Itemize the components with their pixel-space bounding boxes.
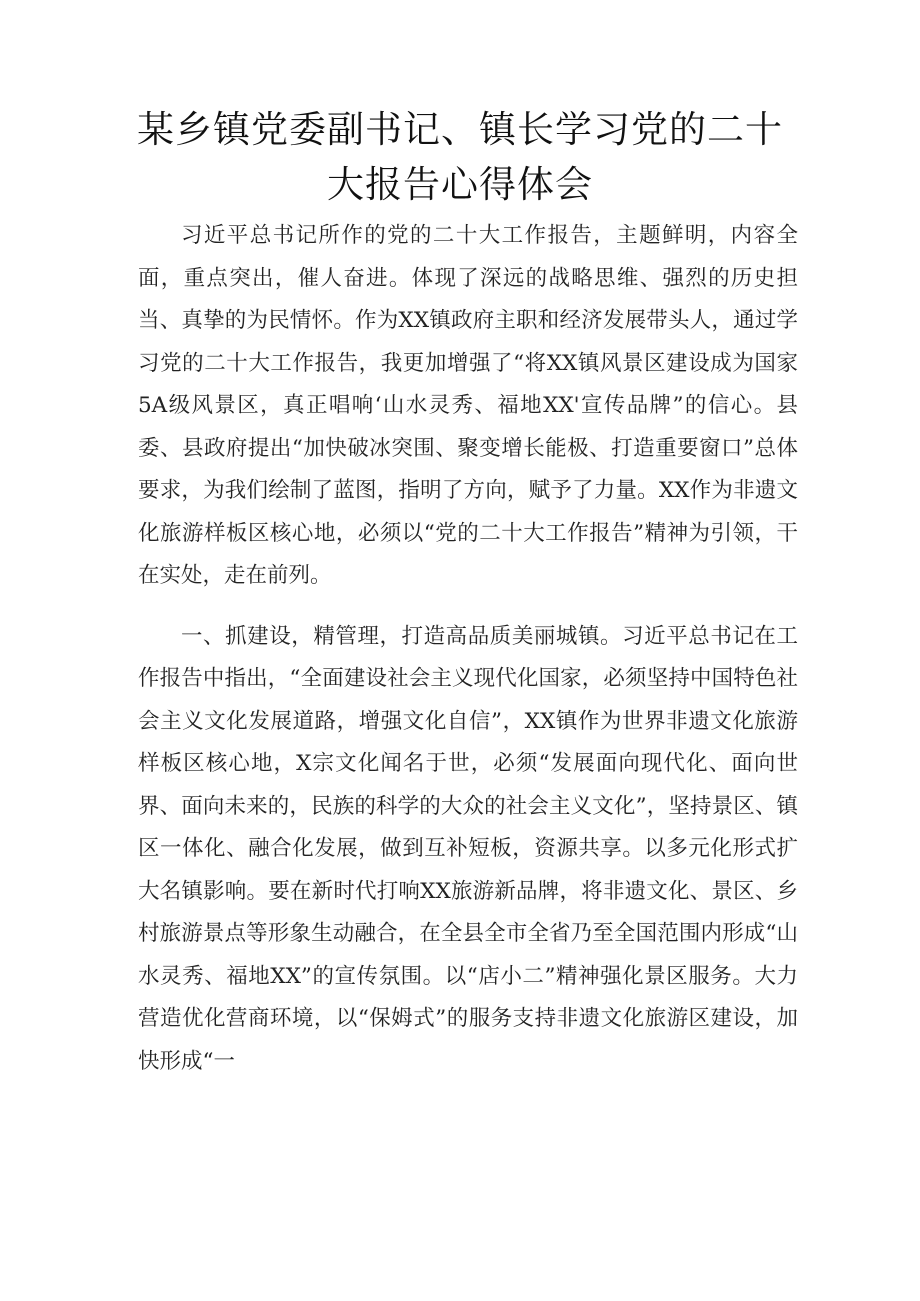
title-line-2: 大报告心得体会 [327,163,593,206]
title-line-1: 某乡镇党委副书记、镇长学习党的二十 [137,108,783,151]
document-body [138,215,798,1083]
document-title [100,102,820,212]
paragraph-intro: 习近平总书记所作的党的二十大工作报告，主题鲜明，内容全面，重点突出，催人奋进。体现了深远的战略思维、强烈的历史担当、真挚的为民情怀。作为XX镇政府主职和经济发展带头人，通过学习党的二十大工作报告，我更加增强了“将XX镇风景区建设成为国家5A级风景区，真正唱响‘山水灵秀、福地XX'宣传品牌”的信心。县委、县政府提出“加快破冰突围、聚变增长能极、打造重要窗口”总体要求，为我们绘制了蓝图，指明了方向，赋予了力量。XX作为非遗文化旅游样板区核心地，必须以“党的二十大工作报告”精神为引领，干在实处，走在前列。 [138,223,798,588]
paragraph-section-1: 一、抓建设，精管理，打造高品质美丽城镇。习近平总书记在工作报告中指出，“全面建设社会主义现代化国家，必须坚持中国特色社会主义文化发展道路，增强文化自信”，XX镇作为世界非遗文化旅游样板区核心地，X宗文化闻名于世，必须“发展面向现代化、面向世界、面向未来的，民族的科学的大众的社会主义文化”，坚持景区、镇区一体化、融合化发展，做到互补短板，资源共享。以多元化形式扩大名镇影响。要在新时代打响XX旅游新品牌，将非遗文化、景区、乡村旅游景点等形象生动融合，在全县全市全省乃至全国范围内形成“山水灵秀、福地XX”的宣传氛围。以“店小二”精神强化景区服务。大力营造优化营商环境，以“保姆式”的服务支持非遗文化旅游区建设，加快形成“一 [138,623,798,1074]
